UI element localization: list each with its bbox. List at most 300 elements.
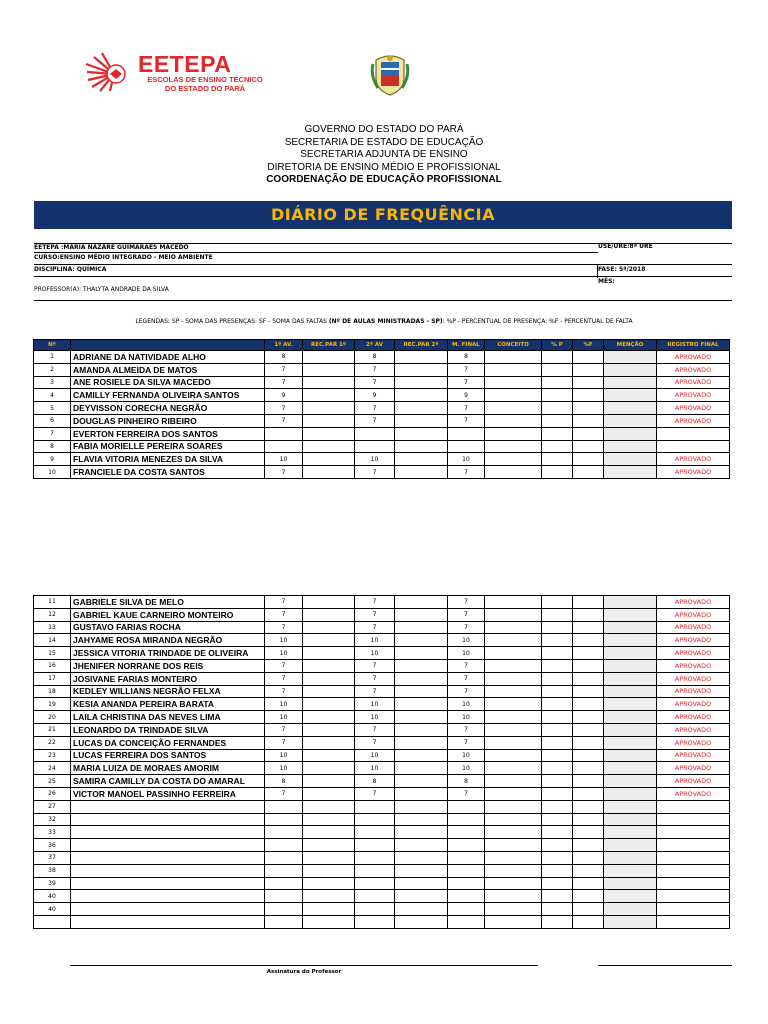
pct-presence bbox=[542, 427, 573, 440]
mention bbox=[604, 414, 657, 427]
grade-av1 bbox=[265, 826, 303, 839]
grade-av2 bbox=[355, 864, 395, 877]
grade-rec2 bbox=[395, 427, 448, 440]
row-number: 37 bbox=[34, 851, 71, 864]
grade-rec1 bbox=[303, 363, 355, 376]
table-row bbox=[34, 402, 730, 415]
student-name: JESSICA VITORIA TRINDADE DE OLIVEIRA bbox=[71, 647, 265, 660]
grade-final: 7 bbox=[448, 596, 485, 609]
table-row bbox=[34, 813, 730, 826]
pct-absence bbox=[573, 647, 604, 660]
student-name bbox=[71, 890, 265, 903]
month: MÊS: bbox=[598, 278, 615, 285]
concept bbox=[485, 711, 542, 724]
grade-av2: 7 bbox=[355, 414, 395, 427]
grade-av1: 7 bbox=[265, 376, 303, 389]
concept bbox=[485, 453, 542, 466]
grade-rec1 bbox=[303, 723, 355, 736]
mention bbox=[604, 647, 657, 660]
final-record-status: APROVADO bbox=[657, 608, 730, 621]
concept bbox=[485, 363, 542, 376]
grade-final bbox=[448, 813, 485, 826]
grade-rec2 bbox=[395, 787, 448, 800]
pct-presence bbox=[542, 711, 573, 724]
row-number: 33 bbox=[34, 826, 71, 839]
concept bbox=[485, 723, 542, 736]
final-record-status bbox=[657, 851, 730, 864]
final-record-status: APROVADO bbox=[657, 351, 730, 364]
grade-av2: 7 bbox=[355, 608, 395, 621]
table-row bbox=[34, 775, 730, 788]
pct-absence bbox=[573, 839, 604, 852]
row-number: 25 bbox=[34, 775, 71, 788]
page-title: DIÁRIO DE FREQUÊNCIA bbox=[34, 201, 732, 229]
table-row bbox=[34, 723, 730, 736]
mention bbox=[604, 427, 657, 440]
concept bbox=[485, 851, 542, 864]
pct-absence bbox=[573, 915, 604, 928]
legend-part-1: LEGENDAS: SP - SOMA DAS PRESENÇAS: SF - SOMA DAS FALTAS bbox=[135, 318, 329, 325]
grade-rec1 bbox=[303, 711, 355, 724]
grade-rec1 bbox=[303, 440, 355, 453]
concept bbox=[485, 877, 542, 890]
final-record-status: APROVADO bbox=[657, 596, 730, 609]
student-name: GABRIELE SILVA DE MELO bbox=[71, 596, 265, 609]
table-row bbox=[34, 826, 730, 839]
mention bbox=[604, 762, 657, 775]
grade-final: 8 bbox=[448, 775, 485, 788]
grade-av1 bbox=[265, 813, 303, 826]
grade-final: 7 bbox=[448, 685, 485, 698]
grade-av2: 10 bbox=[355, 749, 395, 762]
table-row bbox=[34, 698, 730, 711]
concept bbox=[485, 414, 542, 427]
grade-av2 bbox=[355, 826, 395, 839]
final-record-status: APROVADO bbox=[657, 685, 730, 698]
pct-absence bbox=[573, 466, 604, 479]
table-row bbox=[34, 414, 730, 427]
grade-final bbox=[448, 839, 485, 852]
student-name: LUCAS FERREIRA DOS SANTOS bbox=[71, 749, 265, 762]
student-name: JAHYAME ROSA MIRANDA NEGRÃO bbox=[71, 634, 265, 647]
student-name: MARIA LUIZA DE MORAES AMORIM bbox=[71, 762, 265, 775]
grade-rec2 bbox=[395, 453, 448, 466]
student-name bbox=[71, 813, 265, 826]
grade-rec2 bbox=[395, 647, 448, 660]
col-header-mention: MENÇÃO bbox=[604, 340, 657, 351]
table-row bbox=[34, 376, 730, 389]
grade-av2: 7 bbox=[355, 672, 395, 685]
student-name: ADRIANE DA NATIVIDADE ALHO bbox=[71, 351, 265, 364]
grade-rec1 bbox=[303, 800, 355, 813]
mention bbox=[604, 351, 657, 364]
pct-presence bbox=[542, 775, 573, 788]
use-ure: USE/URE:8ª URE bbox=[598, 243, 653, 250]
row-number: 11 bbox=[34, 596, 71, 609]
grade-rec2 bbox=[395, 351, 448, 364]
grade-av1: 7 bbox=[265, 723, 303, 736]
grade-av2: 10 bbox=[355, 762, 395, 775]
student-name: FABIA MORIELLE PEREIRA SOARES bbox=[71, 440, 265, 453]
row-number: 16 bbox=[34, 659, 71, 672]
table-row bbox=[34, 363, 730, 376]
student-name bbox=[71, 839, 265, 852]
pct-presence bbox=[542, 877, 573, 890]
row-number: 8 bbox=[34, 440, 71, 453]
legend-text bbox=[0, 318, 768, 325]
final-record-status bbox=[657, 427, 730, 440]
grade-rec1 bbox=[303, 877, 355, 890]
grade-final: 7 bbox=[448, 736, 485, 749]
concept bbox=[485, 351, 542, 364]
pct-presence bbox=[542, 659, 573, 672]
grade-av1: 7 bbox=[265, 685, 303, 698]
pct-presence bbox=[542, 647, 573, 660]
student-name: GUSTAVO FARIAS ROCHA bbox=[71, 621, 265, 634]
col-header-rec1: REC.PAR 1º bbox=[303, 340, 355, 351]
mention bbox=[604, 685, 657, 698]
table-row bbox=[34, 440, 730, 453]
concept bbox=[485, 813, 542, 826]
grade-rec1 bbox=[303, 685, 355, 698]
grade-final bbox=[448, 890, 485, 903]
grade-rec2 bbox=[395, 402, 448, 415]
grade-av1: 7 bbox=[265, 736, 303, 749]
mention bbox=[604, 376, 657, 389]
grade-av2 bbox=[355, 427, 395, 440]
grade-rec2 bbox=[395, 903, 448, 916]
pct-presence bbox=[542, 749, 573, 762]
grade-av1: 8 bbox=[265, 775, 303, 788]
col-header-av2: 2º AV bbox=[355, 340, 395, 351]
grade-av1: 7 bbox=[265, 787, 303, 800]
grade-av2: 9 bbox=[355, 389, 395, 402]
concept bbox=[485, 685, 542, 698]
student-name: ANE ROSIELE DA SILVA MACEDO bbox=[71, 376, 265, 389]
mention bbox=[604, 877, 657, 890]
mention bbox=[604, 736, 657, 749]
grade-av2: 7 bbox=[355, 466, 395, 479]
concept bbox=[485, 427, 542, 440]
grade-av2 bbox=[355, 440, 395, 453]
pct-absence bbox=[573, 877, 604, 890]
pct-absence bbox=[573, 698, 604, 711]
pct-absence bbox=[573, 414, 604, 427]
grade-rec2 bbox=[395, 440, 448, 453]
grade-final bbox=[448, 864, 485, 877]
student-name: SAMIRA CAMILLY DA COSTA DO AMARAL bbox=[71, 775, 265, 788]
pct-presence bbox=[542, 414, 573, 427]
row-number: 10 bbox=[34, 466, 71, 479]
student-name bbox=[71, 800, 265, 813]
pct-absence bbox=[573, 427, 604, 440]
concept bbox=[485, 800, 542, 813]
pct-absence bbox=[573, 736, 604, 749]
school-name: EETEPA :MARIA NAZARÉ GUIMARÃES MACEDO bbox=[34, 244, 189, 251]
grade-rec1 bbox=[303, 915, 355, 928]
concept bbox=[485, 634, 542, 647]
concept bbox=[485, 749, 542, 762]
grade-av2: 7 bbox=[355, 402, 395, 415]
mention bbox=[604, 453, 657, 466]
concept bbox=[485, 389, 542, 402]
grade-rec1 bbox=[303, 749, 355, 762]
concept bbox=[485, 903, 542, 916]
pct-absence bbox=[573, 826, 604, 839]
pct-absence bbox=[573, 685, 604, 698]
grade-rec1 bbox=[303, 762, 355, 775]
final-record-status bbox=[657, 903, 730, 916]
mention bbox=[604, 440, 657, 453]
pct-absence bbox=[573, 711, 604, 724]
table-row bbox=[34, 711, 730, 724]
pct-presence bbox=[542, 826, 573, 839]
grade-rec2 bbox=[395, 813, 448, 826]
grade-av1 bbox=[265, 440, 303, 453]
grade-rec1 bbox=[303, 608, 355, 621]
grade-av2 bbox=[355, 890, 395, 903]
grade-rec1 bbox=[303, 787, 355, 800]
grade-av1: 10 bbox=[265, 634, 303, 647]
pct-absence bbox=[573, 903, 604, 916]
grades-table-2 bbox=[33, 595, 730, 929]
table-row bbox=[34, 634, 730, 647]
grade-av1 bbox=[265, 839, 303, 852]
col-header-pct-f: %F bbox=[573, 340, 604, 351]
final-record-status: APROVADO bbox=[657, 389, 730, 402]
teacher-name: PROFESSOR(A): THALYTA ANDRADE DA SILVA bbox=[34, 286, 169, 293]
final-record-status: APROVADO bbox=[657, 749, 730, 762]
final-record-status bbox=[657, 915, 730, 928]
final-record-status bbox=[657, 813, 730, 826]
pct-absence bbox=[573, 453, 604, 466]
grade-rec2 bbox=[395, 711, 448, 724]
final-record-status: APROVADO bbox=[657, 659, 730, 672]
grade-final bbox=[448, 877, 485, 890]
grade-av1: 7 bbox=[265, 621, 303, 634]
pct-absence bbox=[573, 723, 604, 736]
pct-absence bbox=[573, 775, 604, 788]
pct-presence bbox=[542, 466, 573, 479]
mention bbox=[604, 787, 657, 800]
row-number: 2 bbox=[34, 363, 71, 376]
gov-line-bold: COORDENAÇÃO DE EDUCAÇÃO PROFISSIONAL bbox=[266, 174, 502, 186]
pct-presence bbox=[542, 376, 573, 389]
signature-label: Assinatura do Professor bbox=[266, 969, 342, 975]
pct-presence bbox=[542, 813, 573, 826]
final-record-status bbox=[657, 839, 730, 852]
grade-rec1 bbox=[303, 672, 355, 685]
grade-av1: 10 bbox=[265, 749, 303, 762]
grade-rec2 bbox=[395, 851, 448, 864]
grades-table-1 bbox=[33, 339, 730, 479]
pct-presence bbox=[542, 440, 573, 453]
pct-presence bbox=[542, 698, 573, 711]
final-record-status: APROVADO bbox=[657, 647, 730, 660]
pct-absence bbox=[573, 351, 604, 364]
table-row bbox=[34, 389, 730, 402]
grade-av1 bbox=[265, 800, 303, 813]
concept bbox=[485, 698, 542, 711]
grade-final: 10 bbox=[448, 749, 485, 762]
row-number bbox=[34, 915, 71, 928]
grade-final: 10 bbox=[448, 634, 485, 647]
grade-av1: 10 bbox=[265, 711, 303, 724]
col-header-number: Nº bbox=[34, 340, 71, 351]
final-record-status: APROVADO bbox=[657, 775, 730, 788]
grade-av2 bbox=[355, 800, 395, 813]
grade-rec1 bbox=[303, 698, 355, 711]
concept bbox=[485, 659, 542, 672]
mention bbox=[604, 903, 657, 916]
government-heading bbox=[0, 124, 768, 187]
grade-rec2 bbox=[395, 839, 448, 852]
grade-av1: 7 bbox=[265, 596, 303, 609]
pct-absence bbox=[573, 402, 604, 415]
row-number: 21 bbox=[34, 723, 71, 736]
student-name: JHENIFER NORRANE DOS REIS bbox=[71, 659, 265, 672]
pct-absence bbox=[573, 864, 604, 877]
grade-final: 10 bbox=[448, 762, 485, 775]
final-record-status: APROVADO bbox=[657, 698, 730, 711]
student-name: GABRIEL KAUE CARNEIRO MONTEIRO bbox=[71, 608, 265, 621]
grade-rec2 bbox=[395, 736, 448, 749]
final-record-status bbox=[657, 826, 730, 839]
row-number: 7 bbox=[34, 427, 71, 440]
row-number: 19 bbox=[34, 698, 71, 711]
grade-rec1 bbox=[303, 890, 355, 903]
row-number: 27 bbox=[34, 800, 71, 813]
grade-rec2 bbox=[395, 749, 448, 762]
grade-rec2 bbox=[395, 363, 448, 376]
student-name: CAMILLY FERNANDA OLIVEIRA SANTOS bbox=[71, 389, 265, 402]
grade-av1: 7 bbox=[265, 659, 303, 672]
grade-rec1 bbox=[303, 736, 355, 749]
grade-final: 10 bbox=[448, 711, 485, 724]
concept bbox=[485, 621, 542, 634]
pct-absence bbox=[573, 634, 604, 647]
grade-final: 7 bbox=[448, 608, 485, 621]
course-name: CURSO:ENSINO MÉDIO INTEGRADO - MEIO AMBIENTE bbox=[34, 254, 213, 261]
pct-presence bbox=[542, 608, 573, 621]
pct-presence bbox=[542, 736, 573, 749]
sunburst-icon bbox=[84, 52, 136, 92]
final-record-status: APROVADO bbox=[657, 723, 730, 736]
grade-av2: 10 bbox=[355, 634, 395, 647]
col-header-name bbox=[71, 340, 265, 351]
grade-av2 bbox=[355, 813, 395, 826]
grade-av1 bbox=[265, 903, 303, 916]
mention bbox=[604, 363, 657, 376]
final-record-status: APROVADO bbox=[657, 363, 730, 376]
mention bbox=[604, 890, 657, 903]
concept bbox=[485, 762, 542, 775]
table-row bbox=[34, 877, 730, 890]
final-record-status: APROVADO bbox=[657, 672, 730, 685]
grade-av1 bbox=[265, 877, 303, 890]
grade-av2 bbox=[355, 877, 395, 890]
pct-presence bbox=[542, 723, 573, 736]
student-name: FRANCIELE DA COSTA SANTOS bbox=[71, 466, 265, 479]
logo-subtitle-1: ESCOLAS DE ENSINO TÉCNICO bbox=[147, 75, 263, 84]
row-number: 4 bbox=[34, 389, 71, 402]
pct-presence bbox=[542, 363, 573, 376]
grade-rec1 bbox=[303, 621, 355, 634]
gov-line-3: SECRETARIA ADJUNTA DE ENSINO bbox=[300, 149, 468, 161]
table-row bbox=[34, 903, 730, 916]
concept bbox=[485, 864, 542, 877]
grade-final: 7 bbox=[448, 376, 485, 389]
grade-rec2 bbox=[395, 659, 448, 672]
row-number: 39 bbox=[34, 877, 71, 890]
pct-absence bbox=[573, 608, 604, 621]
concept bbox=[485, 647, 542, 660]
grade-av2: 10 bbox=[355, 711, 395, 724]
mention bbox=[604, 389, 657, 402]
grade-rec1 bbox=[303, 813, 355, 826]
row-number: 26 bbox=[34, 787, 71, 800]
pct-absence bbox=[573, 762, 604, 775]
grade-final: 7 bbox=[448, 787, 485, 800]
concept bbox=[485, 736, 542, 749]
discipline: DISCIPLINA: QUÍMICA bbox=[34, 266, 107, 273]
concept bbox=[485, 672, 542, 685]
pct-absence bbox=[573, 813, 604, 826]
grade-av1: 9 bbox=[265, 389, 303, 402]
mention bbox=[604, 402, 657, 415]
grade-rec2 bbox=[395, 414, 448, 427]
grade-final: 7 bbox=[448, 414, 485, 427]
pct-absence bbox=[573, 376, 604, 389]
mention bbox=[604, 608, 657, 621]
state-crest-icon bbox=[370, 50, 410, 96]
final-record-status: APROVADO bbox=[657, 621, 730, 634]
grade-av1: 7 bbox=[265, 363, 303, 376]
grade-rec1 bbox=[303, 634, 355, 647]
table-row bbox=[34, 647, 730, 660]
col-header-concept: CONCEITO bbox=[485, 340, 542, 351]
grade-av2: 7 bbox=[355, 659, 395, 672]
final-record-status bbox=[657, 877, 730, 890]
grade-rec2 bbox=[395, 376, 448, 389]
grade-rec2 bbox=[395, 608, 448, 621]
grade-rec2 bbox=[395, 877, 448, 890]
final-record-status bbox=[657, 890, 730, 903]
pct-presence bbox=[542, 634, 573, 647]
concept bbox=[485, 775, 542, 788]
grade-rec1 bbox=[303, 903, 355, 916]
mention bbox=[604, 749, 657, 762]
concept bbox=[485, 890, 542, 903]
pct-absence bbox=[573, 787, 604, 800]
col-header-av1: 1º AV. bbox=[265, 340, 303, 351]
table-row bbox=[34, 685, 730, 698]
row-number: 14 bbox=[34, 634, 71, 647]
mention bbox=[604, 851, 657, 864]
pct-absence bbox=[573, 672, 604, 685]
pct-absence bbox=[573, 440, 604, 453]
grade-av1 bbox=[265, 427, 303, 440]
concept bbox=[485, 787, 542, 800]
concept bbox=[485, 608, 542, 621]
mention bbox=[604, 915, 657, 928]
grade-rec1 bbox=[303, 826, 355, 839]
grade-final: 10 bbox=[448, 647, 485, 660]
student-name bbox=[71, 915, 265, 928]
grade-rec2 bbox=[395, 826, 448, 839]
table-row bbox=[34, 749, 730, 762]
pct-absence bbox=[573, 749, 604, 762]
